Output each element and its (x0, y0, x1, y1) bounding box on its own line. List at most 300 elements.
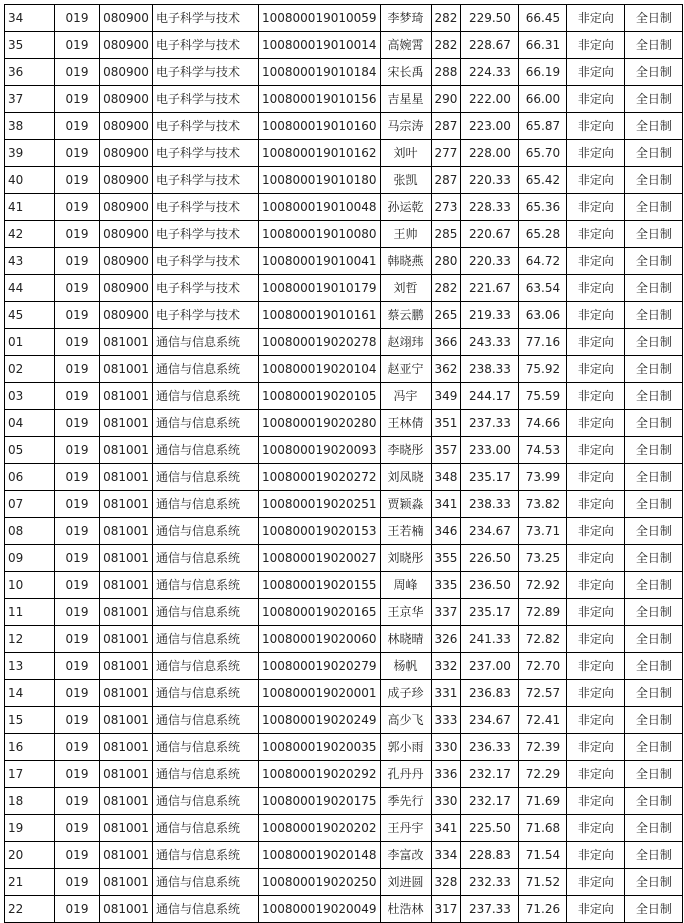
major-name-cell: 通信与信息系统 (153, 464, 259, 491)
study-mode-cell: 全日制 (625, 572, 683, 599)
exam-id-cell: 100800019010041 (259, 248, 381, 275)
table-row (5, 221, 683, 248)
training-type-cell: 非定向 (567, 518, 625, 545)
training-type-cell: 非定向 (567, 275, 625, 302)
table-row (5, 248, 683, 275)
total-score-cell: 65.87 (519, 113, 567, 140)
college-code-cell: 019 (55, 248, 100, 275)
exam-id-cell: 100800019020278 (259, 329, 381, 356)
student-name-cell: 王林倩 (380, 410, 431, 437)
college-code-cell: 019 (55, 275, 100, 302)
study-mode-cell: 全日制 (625, 383, 683, 410)
major-name-cell: 电子科学与技术 (153, 302, 259, 329)
exam-id-cell: 100800019020104 (259, 356, 381, 383)
table-row (5, 302, 683, 329)
total-score-cell: 65.70 (519, 140, 567, 167)
training-type-cell: 非定向 (567, 842, 625, 869)
retest-score-cell: 222.00 (461, 86, 519, 113)
total-score-cell: 71.26 (519, 896, 567, 923)
college-code-cell: 019 (55, 734, 100, 761)
retest-score-cell: 221.67 (461, 275, 519, 302)
college-code-cell: 019 (55, 788, 100, 815)
major-code-cell: 080900 (100, 275, 153, 302)
college-code-cell: 019 (55, 356, 100, 383)
study-mode-cell: 全日制 (625, 437, 683, 464)
exam-id-cell: 100800019020175 (259, 788, 381, 815)
total-score-cell: 65.28 (519, 221, 567, 248)
major-name-cell: 通信与信息系统 (153, 734, 259, 761)
retest-score-cell: 232.17 (461, 788, 519, 815)
admission-list-table (4, 4, 683, 923)
study-mode-cell: 全日制 (625, 626, 683, 653)
study-mode-cell: 全日制 (625, 356, 683, 383)
student-name-cell: 蔡云鹏 (380, 302, 431, 329)
college-code-cell: 019 (55, 59, 100, 86)
row-number-cell: 07 (5, 491, 55, 518)
major-name-cell: 通信与信息系统 (153, 518, 259, 545)
initial-score-cell: 336 (431, 761, 461, 788)
retest-score-cell: 237.33 (461, 896, 519, 923)
total-score-cell: 73.82 (519, 491, 567, 518)
retest-score-cell: 243.33 (461, 329, 519, 356)
major-name-cell: 通信与信息系统 (153, 815, 259, 842)
retest-score-cell: 237.00 (461, 653, 519, 680)
major-code-cell: 080900 (100, 167, 153, 194)
table-row (5, 707, 683, 734)
row-number-cell: 35 (5, 32, 55, 59)
exam-id-cell: 100800019020035 (259, 734, 381, 761)
exam-id-cell: 100800019010080 (259, 221, 381, 248)
study-mode-cell: 全日制 (625, 86, 683, 113)
initial-score-cell: 330 (431, 788, 461, 815)
major-code-cell: 081001 (100, 896, 153, 923)
college-code-cell: 019 (55, 437, 100, 464)
total-score-cell: 77.16 (519, 329, 567, 356)
row-number-cell: 45 (5, 302, 55, 329)
training-type-cell: 非定向 (567, 221, 625, 248)
retest-score-cell: 228.33 (461, 194, 519, 221)
row-number-cell: 38 (5, 113, 55, 140)
major-code-cell: 080900 (100, 86, 153, 113)
initial-score-cell: 317 (431, 896, 461, 923)
exam-id-cell: 100800019010156 (259, 86, 381, 113)
exam-id-cell: 100800019010048 (259, 194, 381, 221)
total-score-cell: 74.53 (519, 437, 567, 464)
total-score-cell: 72.70 (519, 653, 567, 680)
student-name-cell: 王若楠 (380, 518, 431, 545)
major-name-cell: 电子科学与技术 (153, 167, 259, 194)
initial-score-cell: 290 (431, 86, 461, 113)
training-type-cell: 非定向 (567, 329, 625, 356)
exam-id-cell: 100800019020202 (259, 815, 381, 842)
college-code-cell: 019 (55, 113, 100, 140)
major-name-cell: 电子科学与技术 (153, 5, 259, 32)
exam-id-cell: 100800019010161 (259, 302, 381, 329)
retest-score-cell: 238.33 (461, 356, 519, 383)
initial-score-cell: 334 (431, 842, 461, 869)
table-row (5, 356, 683, 383)
table-row (5, 842, 683, 869)
table-row (5, 545, 683, 572)
retest-score-cell: 220.33 (461, 248, 519, 275)
row-number-cell: 06 (5, 464, 55, 491)
major-code-cell: 081001 (100, 653, 153, 680)
table-row (5, 788, 683, 815)
student-name-cell: 杨帆 (380, 653, 431, 680)
initial-score-cell: 331 (431, 680, 461, 707)
retest-score-cell: 219.33 (461, 302, 519, 329)
training-type-cell: 非定向 (567, 140, 625, 167)
study-mode-cell: 全日制 (625, 194, 683, 221)
table-row (5, 167, 683, 194)
total-score-cell: 73.71 (519, 518, 567, 545)
exam-id-cell: 100800019020027 (259, 545, 381, 572)
college-code-cell: 019 (55, 869, 100, 896)
retest-score-cell: 229.50 (461, 5, 519, 32)
training-type-cell: 非定向 (567, 869, 625, 896)
table-row (5, 491, 683, 518)
total-score-cell: 71.69 (519, 788, 567, 815)
major-name-cell: 通信与信息系统 (153, 599, 259, 626)
student-name-cell: 周峰 (380, 572, 431, 599)
study-mode-cell: 全日制 (625, 734, 683, 761)
major-code-cell: 081001 (100, 680, 153, 707)
training-type-cell: 非定向 (567, 680, 625, 707)
total-score-cell: 75.59 (519, 383, 567, 410)
study-mode-cell: 全日制 (625, 545, 683, 572)
college-code-cell: 019 (55, 572, 100, 599)
initial-score-cell: 335 (431, 572, 461, 599)
total-score-cell: 64.72 (519, 248, 567, 275)
major-name-cell: 通信与信息系统 (153, 842, 259, 869)
student-name-cell: 李富改 (380, 842, 431, 869)
training-type-cell: 非定向 (567, 815, 625, 842)
row-number-cell: 13 (5, 653, 55, 680)
student-name-cell: 高婉霄 (380, 32, 431, 59)
total-score-cell: 66.19 (519, 59, 567, 86)
college-code-cell: 019 (55, 329, 100, 356)
study-mode-cell: 全日制 (625, 329, 683, 356)
training-type-cell: 非定向 (567, 194, 625, 221)
training-type-cell: 非定向 (567, 464, 625, 491)
study-mode-cell: 全日制 (625, 5, 683, 32)
retest-score-cell: 235.17 (461, 464, 519, 491)
major-code-cell: 081001 (100, 869, 153, 896)
table-row (5, 761, 683, 788)
college-code-cell: 019 (55, 815, 100, 842)
row-number-cell: 36 (5, 59, 55, 86)
initial-score-cell: 280 (431, 248, 461, 275)
major-code-cell: 081001 (100, 572, 153, 599)
retest-score-cell: 232.33 (461, 869, 519, 896)
student-name-cell: 高少飞 (380, 707, 431, 734)
college-code-cell: 019 (55, 842, 100, 869)
exam-id-cell: 100800019010160 (259, 113, 381, 140)
exam-id-cell: 100800019020272 (259, 464, 381, 491)
college-code-cell: 019 (55, 491, 100, 518)
total-score-cell: 72.82 (519, 626, 567, 653)
major-name-cell: 电子科学与技术 (153, 194, 259, 221)
training-type-cell: 非定向 (567, 5, 625, 32)
college-code-cell: 019 (55, 464, 100, 491)
total-score-cell: 73.25 (519, 545, 567, 572)
major-name-cell: 通信与信息系统 (153, 491, 259, 518)
training-type-cell: 非定向 (567, 599, 625, 626)
exam-id-cell: 100800019010180 (259, 167, 381, 194)
training-type-cell: 非定向 (567, 761, 625, 788)
total-score-cell: 65.36 (519, 194, 567, 221)
exam-id-cell: 100800019020292 (259, 761, 381, 788)
exam-id-cell: 100800019020148 (259, 842, 381, 869)
table-row (5, 32, 683, 59)
training-type-cell: 非定向 (567, 113, 625, 140)
retest-score-cell: 228.67 (461, 32, 519, 59)
major-name-cell: 通信与信息系统 (153, 572, 259, 599)
training-type-cell: 非定向 (567, 545, 625, 572)
initial-score-cell: 273 (431, 194, 461, 221)
total-score-cell: 63.54 (519, 275, 567, 302)
table-row (5, 194, 683, 221)
table-row (5, 410, 683, 437)
major-code-cell: 081001 (100, 437, 153, 464)
training-type-cell: 非定向 (567, 491, 625, 518)
major-name-cell: 电子科学与技术 (153, 275, 259, 302)
college-code-cell: 019 (55, 626, 100, 653)
row-number-cell: 42 (5, 221, 55, 248)
study-mode-cell: 全日制 (625, 680, 683, 707)
college-code-cell: 019 (55, 599, 100, 626)
retest-score-cell: 244.17 (461, 383, 519, 410)
table-row (5, 437, 683, 464)
exam-id-cell: 100800019020001 (259, 680, 381, 707)
college-code-cell: 019 (55, 761, 100, 788)
study-mode-cell: 全日制 (625, 491, 683, 518)
retest-score-cell: 236.83 (461, 680, 519, 707)
retest-score-cell: 220.67 (461, 221, 519, 248)
total-score-cell: 66.45 (519, 5, 567, 32)
row-number-cell: 09 (5, 545, 55, 572)
training-type-cell: 非定向 (567, 59, 625, 86)
training-type-cell: 非定向 (567, 626, 625, 653)
training-type-cell: 非定向 (567, 410, 625, 437)
major-name-cell: 通信与信息系统 (153, 653, 259, 680)
training-type-cell: 非定向 (567, 572, 625, 599)
retest-score-cell: 228.00 (461, 140, 519, 167)
initial-score-cell: 287 (431, 113, 461, 140)
college-code-cell: 019 (55, 140, 100, 167)
table-row (5, 86, 683, 113)
retest-score-cell: 234.67 (461, 518, 519, 545)
retest-score-cell: 226.50 (461, 545, 519, 572)
retest-score-cell: 234.67 (461, 707, 519, 734)
major-name-cell: 通信与信息系统 (153, 545, 259, 572)
initial-score-cell: 265 (431, 302, 461, 329)
student-name-cell: 贾颖淼 (380, 491, 431, 518)
total-score-cell: 63.06 (519, 302, 567, 329)
training-type-cell: 非定向 (567, 383, 625, 410)
major-name-cell: 通信与信息系统 (153, 410, 259, 437)
study-mode-cell: 全日制 (625, 815, 683, 842)
table-row (5, 734, 683, 761)
major-code-cell: 081001 (100, 707, 153, 734)
row-number-cell: 19 (5, 815, 55, 842)
row-number-cell: 39 (5, 140, 55, 167)
total-score-cell: 71.52 (519, 869, 567, 896)
study-mode-cell: 全日制 (625, 599, 683, 626)
major-name-cell: 电子科学与技术 (153, 113, 259, 140)
exam-id-cell: 100800019020049 (259, 896, 381, 923)
training-type-cell: 非定向 (567, 302, 625, 329)
initial-score-cell: 282 (431, 275, 461, 302)
initial-score-cell: 349 (431, 383, 461, 410)
row-number-cell: 05 (5, 437, 55, 464)
table-row (5, 869, 683, 896)
student-name-cell: 孙运乾 (380, 194, 431, 221)
major-name-cell: 电子科学与技术 (153, 32, 259, 59)
study-mode-cell: 全日制 (625, 896, 683, 923)
table-row (5, 113, 683, 140)
row-number-cell: 02 (5, 356, 55, 383)
major-code-cell: 080900 (100, 194, 153, 221)
table-row (5, 572, 683, 599)
major-name-cell: 通信与信息系统 (153, 788, 259, 815)
college-code-cell: 019 (55, 680, 100, 707)
training-type-cell: 非定向 (567, 32, 625, 59)
row-number-cell: 22 (5, 896, 55, 923)
college-code-cell: 019 (55, 302, 100, 329)
student-name-cell: 王帅 (380, 221, 431, 248)
student-name-cell: 孔丹丹 (380, 761, 431, 788)
study-mode-cell: 全日制 (625, 842, 683, 869)
college-code-cell: 019 (55, 167, 100, 194)
college-code-cell: 019 (55, 194, 100, 221)
college-code-cell: 019 (55, 32, 100, 59)
student-name-cell: 刘凤晓 (380, 464, 431, 491)
row-number-cell: 37 (5, 86, 55, 113)
training-type-cell: 非定向 (567, 86, 625, 113)
student-name-cell: 冯宇 (380, 383, 431, 410)
table-row (5, 599, 683, 626)
table-row (5, 59, 683, 86)
total-score-cell: 72.39 (519, 734, 567, 761)
exam-id-cell: 100800019020250 (259, 869, 381, 896)
exam-id-cell: 100800019010014 (259, 32, 381, 59)
retest-score-cell: 238.33 (461, 491, 519, 518)
initial-score-cell: 328 (431, 869, 461, 896)
training-type-cell: 非定向 (567, 896, 625, 923)
college-code-cell: 019 (55, 86, 100, 113)
retest-score-cell: 224.33 (461, 59, 519, 86)
initial-score-cell: 346 (431, 518, 461, 545)
student-name-cell: 成子珍 (380, 680, 431, 707)
major-code-cell: 080900 (100, 221, 153, 248)
study-mode-cell: 全日制 (625, 167, 683, 194)
row-number-cell: 16 (5, 734, 55, 761)
training-type-cell: 非定向 (567, 437, 625, 464)
student-name-cell: 赵翊玮 (380, 329, 431, 356)
table-row (5, 329, 683, 356)
student-name-cell: 刘叶 (380, 140, 431, 167)
initial-score-cell: 362 (431, 356, 461, 383)
total-score-cell: 72.92 (519, 572, 567, 599)
initial-score-cell: 341 (431, 815, 461, 842)
study-mode-cell: 全日制 (625, 518, 683, 545)
college-code-cell: 019 (55, 707, 100, 734)
initial-score-cell: 285 (431, 221, 461, 248)
row-number-cell: 12 (5, 626, 55, 653)
row-number-cell: 40 (5, 167, 55, 194)
major-name-cell: 通信与信息系统 (153, 896, 259, 923)
student-name-cell: 刘进圆 (380, 869, 431, 896)
training-type-cell: 非定向 (567, 653, 625, 680)
table-row (5, 140, 683, 167)
initial-score-cell: 341 (431, 491, 461, 518)
major-name-cell: 通信与信息系统 (153, 869, 259, 896)
row-number-cell: 21 (5, 869, 55, 896)
major-name-cell: 电子科学与技术 (153, 140, 259, 167)
major-name-cell: 电子科学与技术 (153, 248, 259, 275)
total-score-cell: 72.57 (519, 680, 567, 707)
exam-id-cell: 100800019010179 (259, 275, 381, 302)
student-name-cell: 马宗涛 (380, 113, 431, 140)
study-mode-cell: 全日制 (625, 869, 683, 896)
major-code-cell: 081001 (100, 842, 153, 869)
major-name-cell: 通信与信息系统 (153, 329, 259, 356)
student-name-cell: 郭小雨 (380, 734, 431, 761)
total-score-cell: 65.42 (519, 167, 567, 194)
initial-score-cell: 277 (431, 140, 461, 167)
major-name-cell: 通信与信息系统 (153, 680, 259, 707)
student-name-cell: 杜浩林 (380, 896, 431, 923)
study-mode-cell: 全日制 (625, 302, 683, 329)
student-name-cell: 李梦琦 (380, 5, 431, 32)
student-name-cell: 王京华 (380, 599, 431, 626)
student-name-cell: 赵亚宁 (380, 356, 431, 383)
row-number-cell: 04 (5, 410, 55, 437)
training-type-cell: 非定向 (567, 707, 625, 734)
initial-score-cell: 332 (431, 653, 461, 680)
total-score-cell: 72.89 (519, 599, 567, 626)
total-score-cell: 72.29 (519, 761, 567, 788)
study-mode-cell: 全日制 (625, 464, 683, 491)
retest-score-cell: 225.50 (461, 815, 519, 842)
major-code-cell: 080900 (100, 32, 153, 59)
college-code-cell: 019 (55, 653, 100, 680)
college-code-cell: 019 (55, 545, 100, 572)
row-number-cell: 18 (5, 788, 55, 815)
major-code-cell: 081001 (100, 626, 153, 653)
retest-score-cell: 241.33 (461, 626, 519, 653)
major-code-cell: 081001 (100, 788, 153, 815)
table-row (5, 815, 683, 842)
study-mode-cell: 全日制 (625, 113, 683, 140)
major-code-cell: 081001 (100, 545, 153, 572)
study-mode-cell: 全日制 (625, 221, 683, 248)
major-name-cell: 通信与信息系统 (153, 761, 259, 788)
training-type-cell: 非定向 (567, 356, 625, 383)
major-code-cell: 081001 (100, 761, 153, 788)
exam-id-cell: 100800019020165 (259, 599, 381, 626)
study-mode-cell: 全日制 (625, 410, 683, 437)
retest-score-cell: 223.00 (461, 113, 519, 140)
exam-id-cell: 100800019020279 (259, 653, 381, 680)
training-type-cell: 非定向 (567, 734, 625, 761)
major-code-cell: 080900 (100, 59, 153, 86)
major-code-cell: 081001 (100, 815, 153, 842)
student-name-cell: 张凯 (380, 167, 431, 194)
major-name-cell: 电子科学与技术 (153, 59, 259, 86)
training-type-cell: 非定向 (567, 788, 625, 815)
